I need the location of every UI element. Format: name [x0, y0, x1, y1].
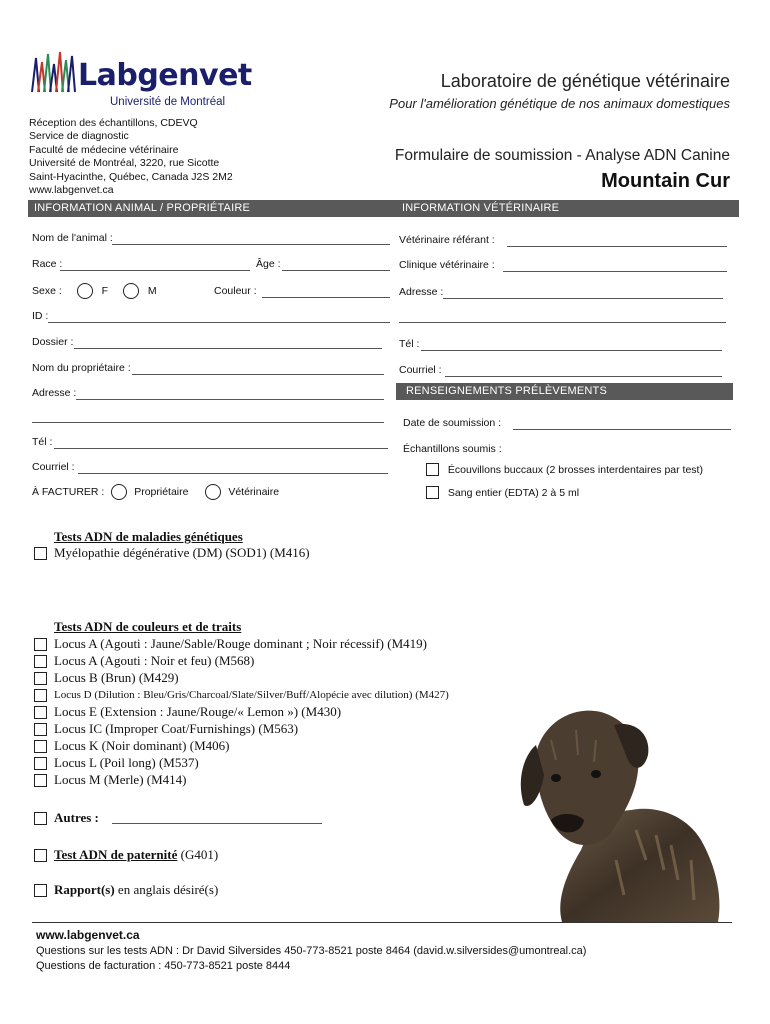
address-line: Saint-Hyacinthe, Québec, Canada J2S 2M2 — [29, 170, 233, 183]
clinic-field[interactable] — [399, 259, 727, 271]
billing-label: À FACTURER : — [32, 486, 105, 498]
report-english-checkbox[interactable] — [34, 884, 47, 897]
sexe-m-radio[interactable] — [123, 283, 139, 299]
vet-tel-field[interactable] — [399, 338, 722, 350]
sample-swab-label: Écouvillons buccaux (2 brosses interdentaires par test) — [447, 463, 703, 476]
vet-referrer-line[interactable] — [507, 246, 727, 247]
owner-name-line[interactable] — [132, 374, 384, 375]
test-other[interactable] — [34, 810, 334, 827]
sample-blood-checkbox[interactable] — [426, 486, 439, 499]
test-locus-label: Locus L (Poil long) (M537) — [54, 755, 199, 770]
test-other-checkbox[interactable] — [34, 812, 47, 825]
footer-website[interactable]: www.labgenvet.ca — [36, 928, 140, 942]
vet-address-label: Adresse : — [399, 286, 444, 298]
race-field[interactable] — [32, 258, 250, 270]
sexe-f-radio[interactable] — [77, 283, 93, 299]
billing-field — [32, 484, 279, 500]
id-label: ID : — [32, 310, 49, 322]
animal-name-field[interactable] — [32, 232, 390, 244]
test-locus-checkbox[interactable] — [34, 638, 47, 651]
couleur-field[interactable] — [214, 285, 390, 297]
vet-referrer-label: Vétérinaire référant : — [399, 234, 495, 246]
vet-email-label: Courriel : — [399, 364, 442, 376]
color-tests-title: Tests ADN de couleurs et de traits — [54, 619, 242, 634]
id-field[interactable] — [32, 310, 390, 322]
sexe-field — [32, 283, 157, 299]
test-other-label: Autres : — [54, 810, 99, 825]
test-locus-label: Locus B (Brun) (M429) — [54, 670, 179, 685]
test-paternity-label: Test ADN de paternité — [54, 847, 178, 862]
logo-name: Labgenvet — [78, 58, 252, 93]
billing-owner-label: Propriétaire — [134, 486, 189, 498]
address-line: Réception des échantillons, CDEVQ — [29, 117, 198, 129]
test-locus-checkbox[interactable] — [34, 723, 47, 736]
billing-vet-radio[interactable] — [205, 484, 221, 500]
test-locus-checkbox[interactable] — [34, 740, 47, 753]
footer-divider — [32, 922, 732, 923]
address-line: Service de diagnostic — [29, 130, 129, 143]
test-other-line[interactable] — [112, 823, 322, 824]
owner-tel-line[interactable] — [54, 448, 388, 449]
test-locus-label: Locus A (Agouti : Jaune/Sable/Rouge dominant ; Noir récessif) (M419) — [54, 636, 427, 651]
animal-name-label: Nom de l'animal : — [32, 232, 113, 244]
report-suffix: en anglais désiré(s) — [117, 882, 219, 897]
dossier-field[interactable] — [32, 336, 382, 348]
samples-section-bar: RENSEIGNEMENTS PRÉLÈVEMENTS — [396, 383, 733, 400]
race-line[interactable] — [60, 270, 250, 271]
clinic-line[interactable] — [503, 271, 727, 272]
owner-tel-field[interactable] — [32, 436, 388, 448]
test-locus-label: Locus M (Merle) (M414) — [54, 772, 187, 787]
test-dm-checkbox[interactable] — [34, 547, 47, 560]
billing-vet-label: Vétérinaire — [228, 486, 280, 498]
animal-name-line[interactable] — [112, 244, 390, 245]
breed-title: Mountain Cur — [601, 170, 730, 192]
race-label: Race : — [32, 258, 63, 270]
age-field[interactable] — [256, 258, 390, 270]
owner-tel-label: Tél : — [32, 436, 53, 448]
test-paternity-text — [54, 847, 218, 863]
test-locus-label: Locus K (Noir dominant) (M406) — [54, 738, 230, 753]
lab-title: Laboratoire de génétique vétérinaire — [440, 71, 730, 91]
sample-swab-option[interactable] — [426, 463, 703, 476]
report-english-text — [54, 882, 218, 898]
sample-blood-label: Sang entier (EDTA) 2 à 5 ml — [447, 486, 580, 499]
test-dm-label: Myélopathie dégénérative (DM) (SOD1) (M416) — [54, 545, 310, 560]
samples-label: Échantillons soumis : — [403, 443, 502, 455]
vet-address-line[interactable] — [443, 298, 723, 299]
owner-address-line[interactable] — [76, 399, 384, 400]
lab-subtitle: Pour l'amélioration génétique de nos animaux domestiques — [389, 96, 730, 111]
vet-email-line[interactable] — [445, 376, 722, 377]
owner-address-line-2[interactable] — [32, 422, 384, 423]
owner-address-field[interactable] — [32, 387, 384, 399]
test-locus-checkbox[interactable] — [34, 774, 47, 787]
address-line: www.labgenvet.ca — [29, 184, 114, 197]
test-locus-label: Locus E (Extension : Jaune/Rouge/« Lemon ») (M430) — [54, 704, 342, 719]
vet-section-bar: INFORMATION VÉTÉRINAIRE — [396, 200, 739, 217]
owner-email-field[interactable] — [32, 461, 388, 473]
test-locus-checkbox[interactable] — [34, 757, 47, 770]
dna-chromatogram-icon — [30, 48, 80, 94]
couleur-label: Couleur : — [214, 285, 257, 297]
clinic-label: Clinique vétérinaire : — [399, 259, 495, 271]
disease-tests-title: Tests ADN de maladies génétiques — [54, 529, 243, 544]
logo-university: Université de Montréal — [110, 96, 226, 108]
submission-date-field[interactable] — [403, 417, 731, 429]
form-title: Formulaire de soumission - Analyse ADN Canine — [394, 147, 730, 164]
vet-address-line-2[interactable] — [399, 322, 726, 323]
address-line: Faculté de médecine vétérinaire — [29, 143, 179, 156]
owner-name-field[interactable] — [32, 362, 384, 374]
test-paternity-checkbox[interactable] — [34, 849, 47, 862]
footer-contact-billing: Questions de facturation : 450-773-8521 poste 8444 — [36, 960, 291, 972]
sexe-m-label: M — [147, 285, 157, 297]
test-locus-checkbox[interactable] — [34, 672, 47, 685]
report-label: Rapport(s) — [54, 882, 115, 897]
dog-photo — [496, 700, 726, 922]
test-locus-checkbox[interactable] — [34, 706, 47, 719]
age-label: Âge : — [256, 258, 281, 270]
footer-contact-tests: Questions sur les tests ADN : Dr David Silversides 450-773-8521 poste 8464 (david.w.silversides@umontreal.ca) — [36, 945, 587, 957]
test-locus-checkbox[interactable] — [34, 655, 47, 668]
vet-address-field[interactable] — [399, 286, 723, 298]
vet-email-field[interactable] — [399, 364, 722, 376]
submission-date-line[interactable] — [513, 429, 731, 430]
dossier-line[interactable] — [74, 348, 382, 349]
owner-email-line[interactable] — [78, 473, 388, 474]
submission-date-label: Date de soumission : — [403, 417, 502, 429]
sexe-label: Sexe : — [32, 285, 62, 297]
test-locus-label: Locus IC (Improper Coat/Furnishings) (M563) — [54, 721, 299, 736]
lab-address — [29, 117, 233, 197]
owner-name-label: Nom du propriétaire : — [32, 362, 131, 374]
vet-tel-line[interactable] — [421, 350, 722, 351]
test-locus-label: Locus A (Agouti : Noir et feu) (M568) — [54, 653, 255, 668]
couleur-line[interactable] — [262, 297, 390, 298]
animal-section-bar: INFORMATION ANIMAL / PROPRIÉTAIRE — [28, 200, 396, 217]
sample-blood-option[interactable] — [426, 486, 579, 499]
vet-tel-label: Tél : — [399, 338, 420, 350]
vet-referrer-field[interactable] — [399, 234, 727, 246]
dossier-label: Dossier : — [32, 336, 74, 348]
id-line[interactable] — [48, 322, 390, 323]
sexe-f-label: F — [101, 285, 109, 297]
address-line: Université de Montréal, 3220, rue Sicotte — [29, 157, 220, 170]
sample-swab-checkbox[interactable] — [426, 463, 439, 476]
age-line[interactable] — [282, 270, 390, 271]
owner-address-label: Adresse : — [32, 387, 77, 399]
test-locus-checkbox[interactable] — [34, 689, 47, 702]
test-paternity-code: (G401) — [180, 847, 219, 862]
test-locus-label: Locus D (Dilution : Bleu/Gris/Charcoal/Slate/Silver/Buff/Alopécie avec dilution) (M427) — [54, 689, 449, 701]
logo — [30, 48, 252, 112]
owner-email-label: Courriel : — [32, 461, 75, 473]
billing-owner-radio[interactable] — [111, 484, 127, 500]
